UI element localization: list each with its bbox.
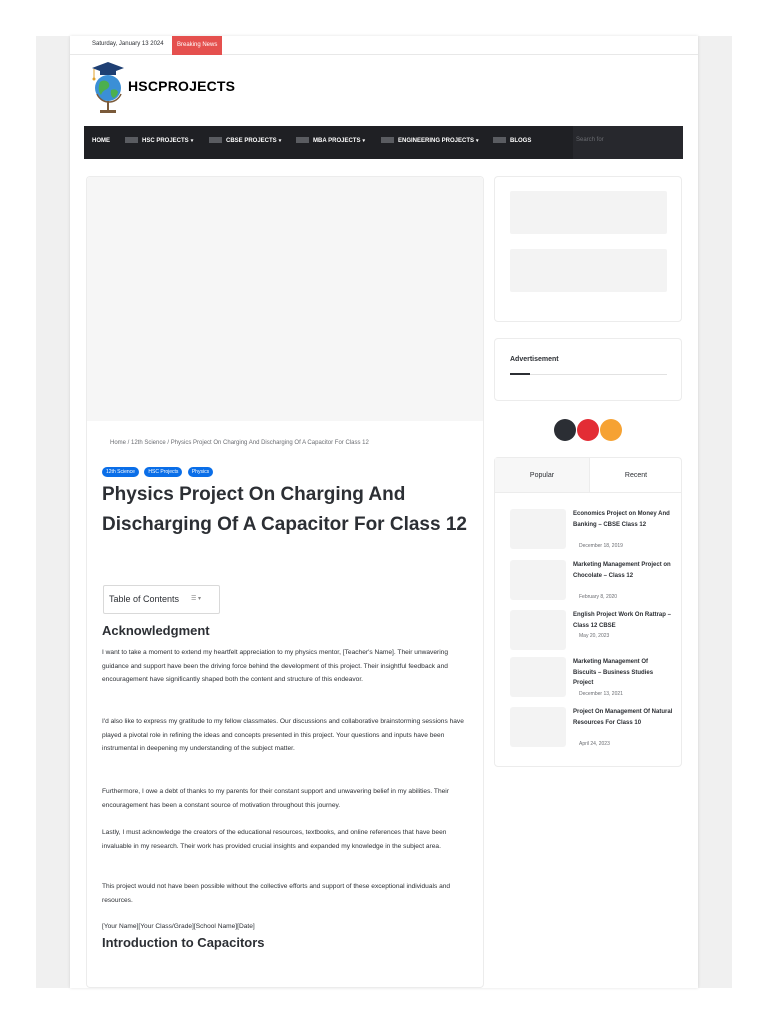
- menu-icon: [209, 137, 222, 143]
- tab-popular[interactable]: Popular: [495, 458, 589, 493]
- nav-item-blogs[interactable]: [493, 126, 531, 159]
- menu-icon: [125, 137, 138, 143]
- breaking-news-label[interactable]: Breaking News: [172, 36, 222, 55]
- divider: [510, 374, 667, 375]
- post-title[interactable]: Marketing Management Of Biscuits – Business Studies Project: [573, 659, 654, 687]
- current-date: Saturday, January 13 2024: [92, 41, 164, 47]
- search-placeholder: Search for: [576, 137, 604, 143]
- category-tag[interactable]: Physics: [188, 467, 213, 477]
- divider-accent: [510, 373, 530, 375]
- post-title[interactable]: Project On Management Of Natural Resources For Class 10: [573, 709, 673, 726]
- post-date: December 13, 2021: [579, 691, 623, 697]
- post-thumbnail[interactable]: [510, 560, 566, 600]
- post-title[interactable]: Marketing Management Project on Chocolate – Class 12: [573, 562, 671, 579]
- category-tags: [102, 460, 214, 478]
- nav-item-home[interactable]: [92, 126, 110, 159]
- article-paragraph: Lastly, I must acknowledge the creators of the educational resources, textbooks, and online references that have been invaluable in my research. Their work has provided crucial insights and expanded my knowledge in the subject area.: [102, 829, 447, 850]
- post-title[interactable]: Economics Project on Money And Banking – CBSE Class 12: [573, 511, 670, 528]
- section-heading-introduction: Introduction to Capacitors: [102, 935, 265, 950]
- article-paragraph: Furthermore, I owe a debt of thanks to my parents for their constant support and unwavering belief in my abilities. Their encouragement has been a constant source of motivation throughout this journey.: [102, 788, 449, 809]
- ad-placeholder: [87, 177, 483, 421]
- list-toggle-icon: ☰ ▾: [191, 596, 202, 602]
- tab-recent[interactable]: Recent: [589, 458, 682, 493]
- site-container: [70, 36, 698, 988]
- nav-item-label: CBSE PROJECTS: [226, 138, 277, 144]
- widget-placeholder-block: [510, 191, 667, 234]
- nav-item-label: HOME: [92, 138, 110, 144]
- main-navigation: [84, 126, 683, 159]
- widget-placeholder-block: [510, 249, 667, 292]
- graduation-globe-icon[interactable]: [88, 60, 128, 120]
- post-date: February 8, 2020: [579, 594, 618, 600]
- table-of-contents-toggle[interactable]: [103, 585, 220, 614]
- social-icon-orange[interactable]: [600, 419, 622, 441]
- post-date: April 24, 2023: [579, 741, 610, 747]
- section-heading-acknowledgment: Acknowledgment: [102, 623, 210, 638]
- menu-icon: [381, 137, 394, 143]
- nav-item-mba-projects[interactable]: [296, 126, 365, 159]
- social-icon-red[interactable]: [577, 419, 599, 441]
- menu-icon: [493, 137, 506, 143]
- article-paragraph: I'd also like to express my gratitude to my fellow classmates. Our discussions and collaborative brainstorming sessions have played a pivotal role in refining the ideas and concepts presented in this project. Your questions and inputs have been instrumental in deepening my understanding of the subject matter.: [102, 718, 464, 752]
- breadcrumb[interactable]: Home / 12th Science / Physics Project On Charging And Discharging Of A Capacitor For Class 12: [110, 440, 369, 446]
- chevron-down-icon: ▾: [362, 138, 365, 144]
- category-tag[interactable]: 12th Science: [102, 467, 139, 477]
- nav-item-label: HSC PROJECTS: [142, 138, 189, 144]
- site-name[interactable]: HSCPROJECTS: [128, 78, 236, 94]
- post-thumbnail[interactable]: [510, 610, 566, 650]
- post-thumbnail[interactable]: [510, 509, 566, 549]
- nav-item-cbse-projects[interactable]: [209, 126, 281, 159]
- menu-icon: [296, 137, 309, 143]
- nav-item-label: MBA PROJECTS: [313, 138, 361, 144]
- chevron-down-icon: ▾: [190, 138, 194, 144]
- article-card: [86, 176, 484, 988]
- post-date: May 20, 2023: [579, 633, 610, 639]
- chevron-down-icon: ▾: [278, 138, 282, 144]
- nav-item-engineering-projects[interactable]: [381, 126, 479, 159]
- post-thumbnail[interactable]: [510, 657, 566, 697]
- widget-title: Advertisement: [510, 356, 559, 363]
- social-icon-dark[interactable]: [554, 419, 576, 441]
- article-paragraph: I want to take a moment to extend my heartfelt appreciation to my physics mentor, [Teacher's Name]. Their unwavering guidance and support have been the driving force behind the development of this project. Their insightful feedback and encouragement have significantly shaped both the content and structure of this endeavor.: [102, 649, 449, 683]
- post-title[interactable]: English Project Work On Rattrap – Class 12 CBSE: [573, 612, 671, 629]
- article-paragraph: This project would not have been possible without the collective efforts and support of these exceptional individuals and resources.: [102, 883, 451, 904]
- toc-label: Table of Contents: [109, 594, 180, 604]
- sidebar-widget-placeholder: [494, 176, 682, 322]
- category-tag[interactable]: HSC Projects: [144, 467, 182, 477]
- nav-item-label: ENGINEERING PROJECTS: [398, 138, 475, 144]
- post-thumbnail[interactable]: [510, 707, 566, 747]
- chevron-down-icon: ▾: [476, 138, 479, 144]
- nav-item-hsc-projects[interactable]: [125, 126, 193, 159]
- top-bar: [70, 36, 698, 55]
- article-paragraph: [Your Name][Your Class/Grade][School Name][Date]: [102, 923, 255, 930]
- nav-item-label: BLOGS: [510, 138, 532, 144]
- post-date: December 18, 2019: [579, 543, 623, 549]
- advertisement-widget: [494, 338, 682, 401]
- posts-tabs-widget: [494, 457, 682, 767]
- search-input[interactable]: [573, 126, 683, 159]
- page-title: Physics Project On Charging And Discharging Of A Capacitor For Class 12: [102, 484, 467, 535]
